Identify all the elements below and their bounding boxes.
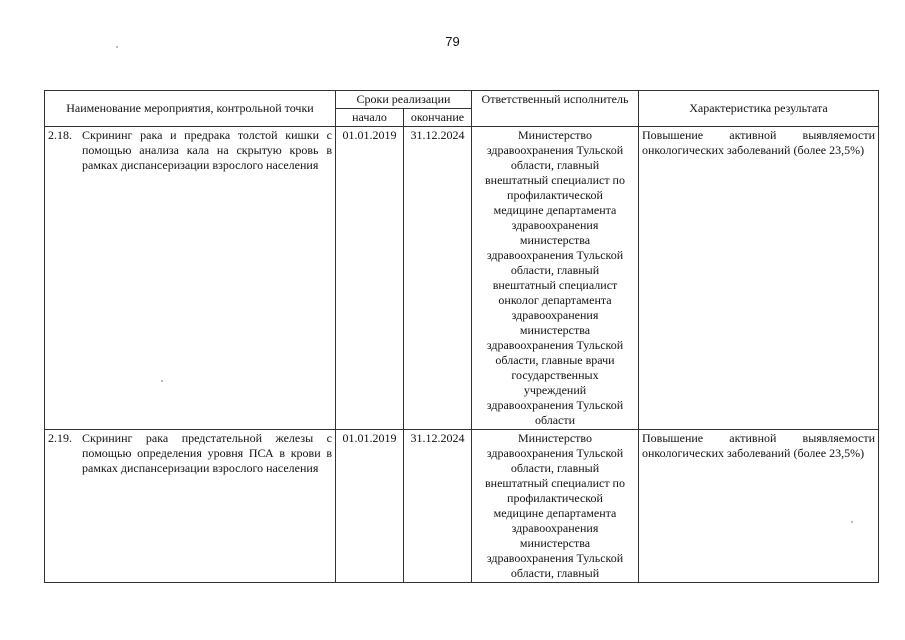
- responsible-line: министерства: [519, 323, 591, 337]
- end-date: 31.12.2024: [404, 127, 472, 430]
- responsible-line: Министерство: [518, 431, 592, 445]
- responsible-line: здравоохранения Тульской: [486, 551, 624, 565]
- responsible-line: здравоохранения Тульской: [486, 398, 624, 412]
- page-number: 79: [445, 34, 460, 49]
- responsible-line: Министерство: [518, 128, 592, 142]
- header-end: окончание: [404, 109, 472, 127]
- measure-number: 2.19.: [48, 431, 72, 445]
- responsible-line: профилактической: [507, 491, 603, 505]
- responsible-line: министерства: [519, 233, 591, 247]
- measure-name-cell: [45, 430, 336, 583]
- responsible-line: внештатный специалист по: [485, 173, 625, 187]
- end-date: 31.12.2024: [404, 430, 472, 583]
- responsible-line: медицине департамента: [493, 506, 617, 520]
- responsible-line: здравоохранения Тульской: [486, 248, 624, 262]
- scan-speck: [161, 380, 163, 382]
- responsible-line: государственных: [511, 368, 599, 382]
- responsible-line: области, главные врачи: [495, 353, 615, 367]
- responsible-line: области, главный: [510, 158, 600, 172]
- responsible-cell: [472, 127, 639, 430]
- responsible-line: внештатный специалист по: [485, 476, 625, 490]
- measure-name: Скрининг рака и предрака толстой кишки с помощью анализа кала на скрытую кровь в рамках диспансеризации взрослого населения: [82, 128, 332, 172]
- responsible-line: здравоохранения Тульской: [486, 143, 624, 157]
- responsible-line: профилактической: [507, 188, 603, 202]
- measures-table: [44, 90, 879, 583]
- responsible-line: здравоохранения: [511, 521, 599, 535]
- start-date: 01.01.2019: [336, 127, 404, 430]
- responsible-line: онколог департамента: [498, 293, 612, 307]
- table-row: [45, 127, 879, 430]
- table-row: [45, 430, 879, 583]
- responsible-line: области: [534, 413, 576, 427]
- result-cell: [639, 127, 879, 430]
- scan-speck: [116, 46, 118, 48]
- result-text: Повышение активной выявляемости онкологических заболеваний (более 23,5%): [642, 128, 875, 157]
- result-cell: [639, 430, 879, 583]
- responsible-line: области, главный: [510, 566, 600, 580]
- header-responsible: Ответственный исполнитель: [472, 91, 639, 127]
- responsible-line: здравоохранения: [511, 308, 599, 322]
- header-terms: Сроки реализации: [336, 91, 472, 109]
- header-name: Наименование мероприятия, контрольной точки: [45, 91, 336, 127]
- result-text: Повышение активной выявляемости онкологических заболеваний (более 23,5%): [642, 431, 875, 460]
- responsible-line: области, главный: [510, 263, 600, 277]
- responsible-line: медицине департамента: [493, 203, 617, 217]
- responsible-line: министерства: [519, 536, 591, 550]
- header-start: начало: [336, 109, 404, 127]
- responsible-line: области, главный: [510, 461, 600, 475]
- measure-name-cell: [45, 127, 336, 430]
- responsible-cell: [472, 430, 639, 583]
- measure-number: 2.18.: [48, 128, 72, 142]
- scan-speck: [851, 521, 853, 523]
- header-result: Характеристика результата: [639, 91, 879, 127]
- responsible-line: здравоохранения: [511, 218, 599, 232]
- responsible-line: учреждений: [523, 383, 587, 397]
- start-date: 01.01.2019: [336, 430, 404, 583]
- measure-name: Скрининг рака предстательной железы с помощью определения уровня ПСА в крови в рамках диспансеризации взрослого населения: [82, 431, 332, 475]
- responsible-line: здравоохранения Тульской: [486, 338, 624, 352]
- responsible-line: здравоохранения Тульской: [486, 446, 624, 460]
- responsible-line: внештатный специалист: [492, 278, 618, 292]
